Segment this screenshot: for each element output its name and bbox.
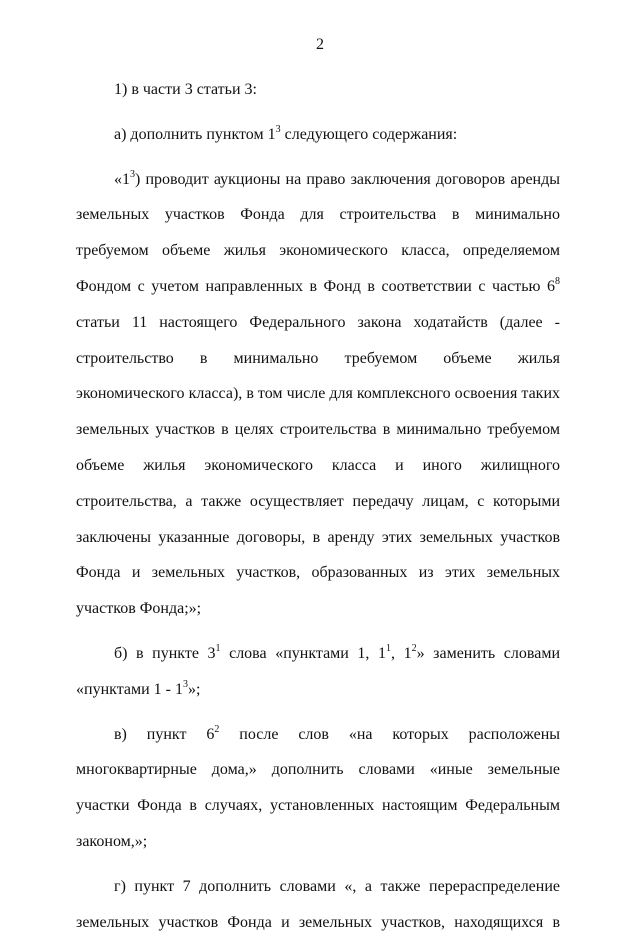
paragraph-part-3-article-3 [76,72,560,108]
paragraph-item-a [76,117,560,153]
text-segment: а) дополнить пунктом 1 [114,125,276,143]
text-segment: после слов «на которых расположены многоквартирные дома,» дополнить словами «иные земельные участки Фонда в случаях, установленных настоящим Федеральным законом,»; [76,725,561,850]
superscript: 1 [215,642,221,654]
superscript: 2 [411,642,417,654]
superscript: 2 [214,723,220,735]
text-segment: статьи 11 настоящего Федерального закона ходатайств (далее - строительство в минимально требуемом объеме жилья экономического класса), в том числе для комплексного освоения таких земельных участков в целях строительства в минимально требуемом объеме жилья экономического класса и иного жилищного строительства, а также осуществляет передачу лицам, с которыми заключены указанные договоры, в аренду этих земельных участков Фонда и земельных участков, образованных из этих земельных участков Фонда;»; [76,313,560,618]
page-number: 2 [316,36,324,53]
text-segment: б) в пункте 3 [114,644,216,662]
paragraph-item-v [76,717,560,860]
paragraph-item-b [76,636,560,708]
paragraph-quoted-point [76,162,560,627]
paragraph-text: 1) в части 3 статьи 3: [114,81,257,98]
superscript: 1 [386,642,391,654]
superscript: 8 [555,275,560,287]
text-segment: в) пункт 6 [114,725,215,743]
text-segment: следующего содержания: [280,125,458,143]
superscript: 3 [275,123,281,135]
text-segment: ) проводит аукционы на право заключения договоров аренды земельных участков Фонда для строительства в минимально требуемом объеме жилья экономического класса, определяемом Фондом с учетом направленных в Фонд в соответствии с частью 6 [76,170,560,295]
text-segment: слова «пунктами 1, 1 [220,644,386,662]
text-segment: »; [188,680,201,698]
text-segment: , 1 [391,644,412,662]
paragraph-text: г) пункт 7 дополнить словами «, а также перераспределение земельных участков Фонда и земельных участков, находящихся в [76,877,560,931]
superscript: 3 [183,678,188,690]
text-segment: » заменить словами «пунктами 1 - 1 [76,644,560,698]
text-segment: «1 [114,170,130,188]
document-body [76,72,560,949]
superscript: 3 [130,168,135,180]
